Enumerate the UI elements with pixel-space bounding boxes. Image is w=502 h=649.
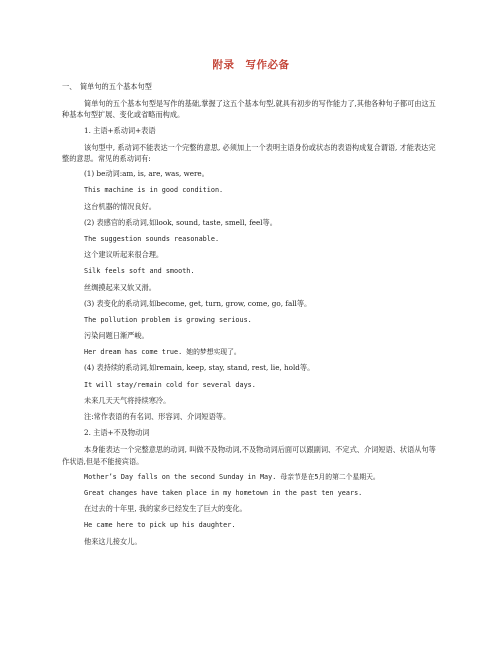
text-line: (1) be动词:am, is, are, was, were。 [84, 169, 209, 179]
document-body [62, 82, 440, 553]
text-line: 丝绸摸起来又软又滑。 [84, 282, 156, 292]
text-line: (4) 表持续的系动词,如remain, keep, stay, stand, rest, lie, hold等。 [84, 363, 315, 373]
text-line: 该句型中, 系动词不能表达一个完整的意思, 必须加上一个表明主语身份或状态的表语构成复合谓语, 才能表达完整的意思。常见的系动词有: [62, 142, 436, 163]
text-line: 1. 主语+系动词+表语 [84, 125, 156, 135]
text-line: 污染问题日渐严峻。 [84, 331, 149, 341]
text-line: The suggestion sounds reasonable. [84, 234, 220, 243]
text-line: 这个建议听起来很合理。 [84, 250, 164, 260]
page-title: 附录 写作必备 [212, 59, 290, 71]
text-line: Mother’s Day falls on the second Sunday in May. 母亲节是在5月的第二个星期天。 [84, 472, 380, 481]
text-line: (3) 表变化的系动词,如become, get, turn, grow, come, go, fall等。 [84, 298, 312, 308]
text-line: 2. 主语+不及物动词 [84, 428, 150, 438]
text-line: It will stay/remain cold for several days. [84, 380, 256, 389]
text-line: 他来这儿接女儿。 [84, 536, 142, 546]
text-line: 本身能表达一个完整意思的动词, 叫做不及物动词,不及物动词后面可以跟副词、不定式、介词短语、状语从句等作状语,但是不能接宾语。 [62, 445, 436, 466]
text-line: Silk feels soft and smooth. [84, 267, 195, 276]
text-line: 这台机器的情况良好。 [84, 201, 156, 211]
text-line: (2) 表感官的系动词,如look, sound, taste, smell, feel等。 [84, 217, 277, 227]
text-line: This machine is in good condition. [84, 186, 224, 195]
text-line: He came here to pick up his daughter. [84, 521, 236, 530]
text-line: 简单句的五个基本句型是写作的基础,掌握了这五个基本句型,就具有初步的写作能力了,其他各种句子都可由这五种基本句型扩展、变化或省略而构成。 [62, 99, 436, 120]
text-line: Great changes have taken place in my hometown in the past ten years. [84, 488, 363, 497]
text-line: 一、 简单句的五个基本句型 [62, 82, 152, 91]
text-line: 注:常作表语的有名词、形容词、介词短语等。 [84, 412, 231, 421]
text-line: The pollution problem is growing serious. [84, 315, 252, 324]
text-line: 在过去的十年里, 我的家乡已经发生了巨大的变化。 [84, 504, 247, 514]
text-line: Her dream has come true. 她的梦想实现了。 [84, 348, 241, 357]
text-line: 未来几天天气将持续寒冷。 [84, 395, 171, 405]
